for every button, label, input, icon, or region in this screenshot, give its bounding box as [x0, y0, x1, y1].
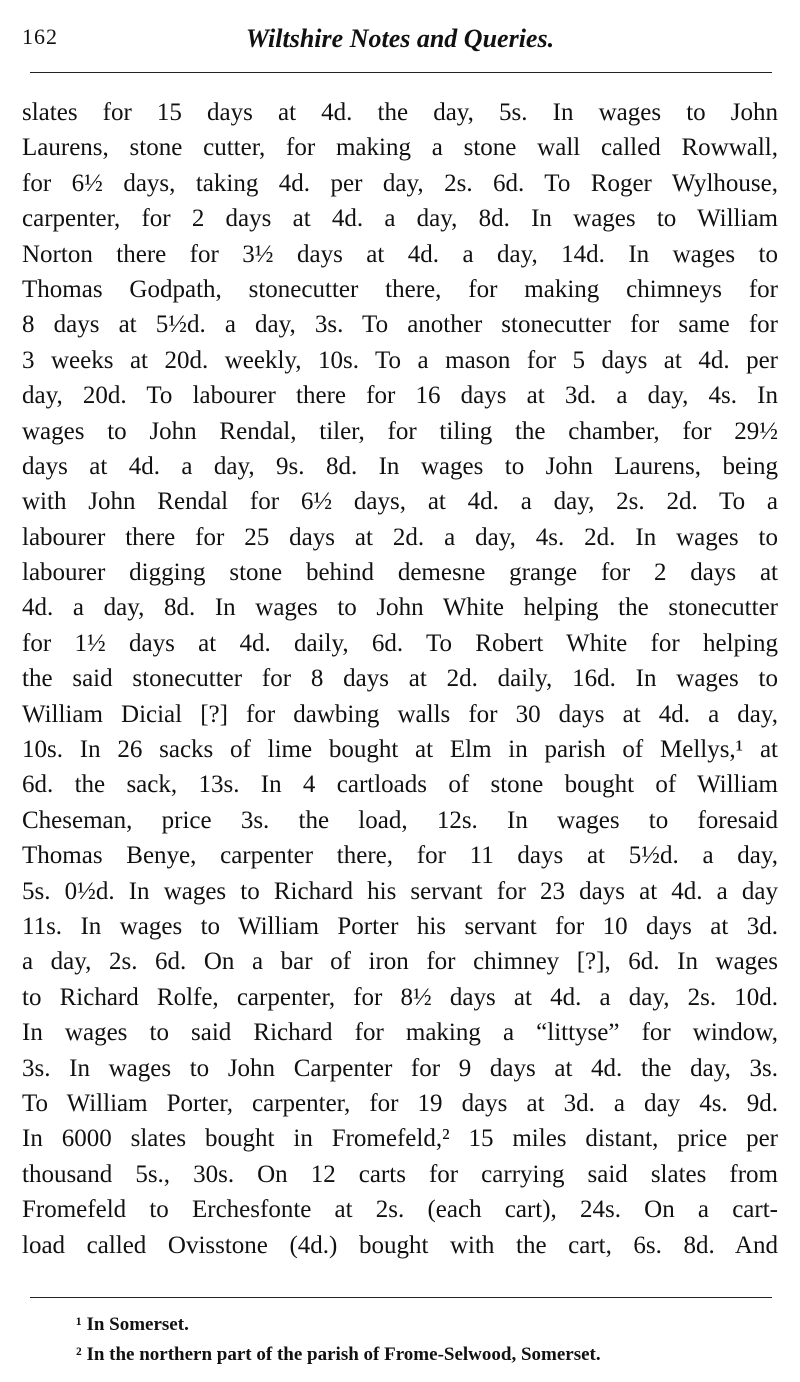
footnote-rule [30, 1297, 772, 1298]
text-line: day, 20d. To labourer there for 16 days at 3d. a day, 4s. In [22, 382, 778, 410]
text-line: 8 days at 5½d. a day, 3s. To another stonecutter for same for [22, 311, 778, 339]
text-line: 3 weeks at 20d. weekly, 10s. To a mason for 5 days at 4d. per [22, 346, 778, 374]
text-line: Thomas Benye, carpenter there, for 11 days at 5½d. a day, [22, 842, 778, 870]
text-line: To William Porter, carpenter, for 19 days at 3d. a day 4s. 9d. [22, 1089, 778, 1117]
text-line: for 1½ days at 4d. daily, 6d. To Robert White for helping [22, 629, 778, 657]
footnote-2: ² In the northern part of the parish of Frome-Selwood, Somerset. [76, 1344, 601, 1365]
text-line: 11s. In wages to William Porter his servant for 10 days at 3d. [22, 912, 778, 940]
text-line: days at 4d. a day, 9s. 8d. In wages to John Laurens, being [22, 452, 778, 480]
text-line: with John Rendal for 6½ days, at 4d. a day, 2s. 2d. To a [22, 488, 778, 516]
text-line: carpenter, for 2 days at 4d. a day, 8d. In wages to William [22, 205, 778, 233]
text-line: Laurens, stone cutter, for making a stone wall called Rowwall, [22, 134, 778, 162]
footnotes [76, 1310, 766, 1370]
text-line: wages to John Rendal, tiler, for tiling the chamber, for 29½ [22, 417, 778, 445]
text-line: Norton there for 3½ days at 4d. a day, 14d. In wages to [22, 240, 778, 268]
text-line: labourer there for 25 days at 2d. a day, 4s. 2d. In wages to [22, 523, 778, 551]
text-line: 5s. 0½d. In wages to Richard his servant for 23 days at 4d. a day [22, 877, 778, 905]
header-rule [30, 72, 772, 73]
body-text [22, 95, 778, 1263]
text-line: slates for 15 days at 4d. the day, 5s. In wages to John [22, 99, 778, 126]
text-line: In wages to said Richard for making a “littyse” for window, [22, 1019, 778, 1047]
text-line: Thomas Godpath, stonecutter there, for making chimneys for [22, 275, 778, 303]
text-line: 4d. a day, 8d. In wages to John White helping the stonecutter [22, 594, 778, 622]
text-line: load called Ovisstone (4d.) bought with the cart, 6s. 8d. And [22, 1231, 778, 1259]
text-line: 3s. In wages to John Carpenter for 9 days at 4d. the day, 3s. [22, 1054, 778, 1082]
footnote-1: ¹ In Somerset. [76, 1314, 189, 1335]
text-line: to Richard Rolfe, carpenter, for 8½ days at 4d. a day, 2s. 10d. [22, 983, 778, 1011]
text-line: thousand 5s., 30s. On 12 carts for carrying said slates from [22, 1160, 778, 1188]
text-line: Cheseman, price 3s. the load, 12s. In wages to foresaid [22, 806, 778, 834]
text-line: William Dicial [?] for dawbing walls for 30 days at 4d. a day, [22, 700, 778, 728]
text-line: 10s. In 26 sacks of lime bought at Elm in parish of Mellys,¹ at [22, 736, 778, 764]
text-line: labourer digging stone behind demesne grange for 2 days at [22, 559, 778, 587]
text-line: In 6000 slates bought in Fromefeld,² 15 miles distant, price per [22, 1125, 778, 1153]
text-line: the said stonecutter for 8 days at 2d. daily, 16d. In wages to [22, 665, 778, 693]
text-line: Fromefeld to Erchesfonte at 2s. (each cart), 24s. On a cart- [22, 1196, 778, 1224]
page-number: 162 [22, 24, 58, 49]
running-title: Wiltshire Notes and Queries. [245, 24, 555, 53]
text-line: a day, 2s. 6d. On a bar of iron for chimney [?], 6d. In wages [22, 948, 778, 976]
text-line: for 6½ days, taking 4d. per day, 2s. 6d. To Roger Wylhouse, [22, 169, 778, 197]
text-line: 6d. the sack, 13s. In 4 cartloads of stone bought of William [22, 771, 778, 799]
page-header [22, 24, 778, 60]
